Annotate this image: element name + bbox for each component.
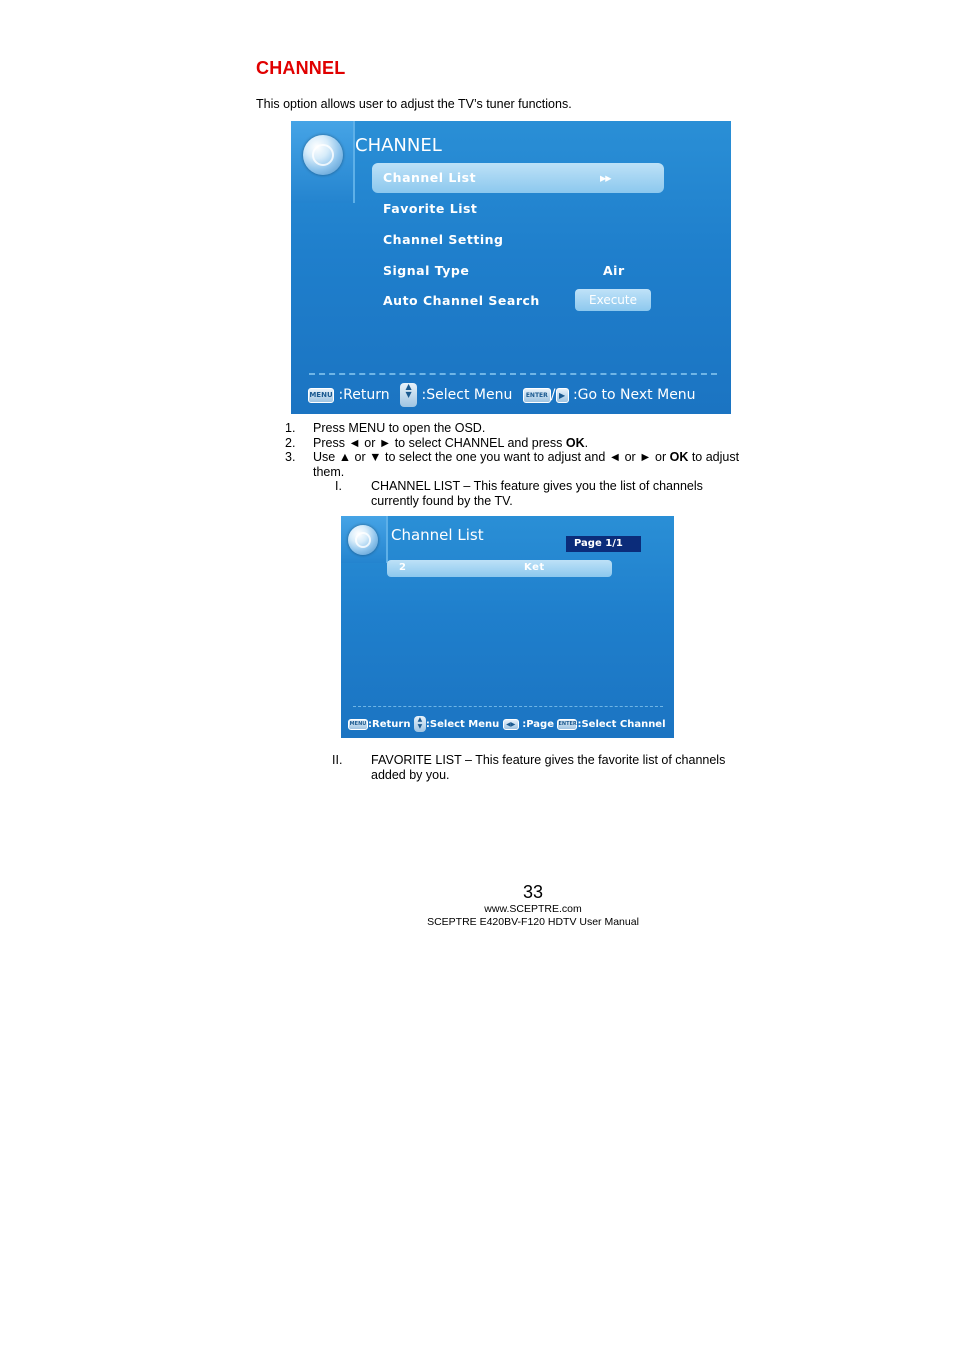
step-3-number: 3. — [285, 450, 296, 464]
manual-title: SCEPTRE E420BV-F120 HDTV User Manual — [427, 916, 639, 928]
channel-row-highlight[interactable] — [387, 560, 612, 577]
page-indicator: Page 1/1 — [566, 536, 641, 552]
footer-divider — [309, 373, 717, 375]
channel-list-screenshot — [341, 516, 674, 738]
step-3-text — [313, 450, 739, 465]
menu-key-icon: MENU — [308, 388, 334, 403]
step-2-text — [313, 436, 588, 451]
page-number: 33 — [522, 882, 544, 902]
panel-divider — [386, 516, 388, 563]
footer-divider — [353, 706, 663, 707]
enter-key-icon: ENTER — [557, 719, 577, 730]
sub-item-1-number: I. — [335, 479, 342, 493]
channel-list-footer — [348, 716, 666, 732]
osd-footer — [308, 383, 696, 407]
footer-go-next: :Go to Next Menu — [572, 387, 696, 403]
footer-page: :Page — [522, 719, 554, 730]
panel-divider — [353, 121, 355, 203]
up-down-key-icon: ▲ ▼ — [414, 716, 426, 732]
footer-select-menu: :Select Menu — [421, 387, 513, 403]
step-2-number: 2. — [285, 436, 296, 450]
sub-item-2-line1: FAVORITE LIST – This feature gives the favorite list of channels — [371, 753, 726, 767]
footer-return: :Return — [368, 719, 411, 730]
execute-button[interactable]: Execute — [575, 289, 651, 311]
website-link[interactable]: www.SCEPTRE.com — [484, 903, 582, 915]
left-right-key-icon: ◀▶ — [503, 719, 519, 730]
step-1-text: Press MENU to open the OSD. — [313, 421, 486, 435]
step-1 — [285, 421, 295, 436]
footer-return: :Return — [338, 387, 390, 403]
menu-item-channel-list[interactable]: Channel List — [383, 170, 477, 185]
step-number: 1. — [285, 421, 296, 435]
section-heading: CHANNEL — [256, 58, 346, 78]
sub-item-2-line2: added by you. — [371, 768, 450, 782]
sub-item-1-line1: CHANNEL LIST – This feature gives you the list of channels — [371, 479, 703, 493]
footer-select-channel: :Select Channel — [577, 719, 666, 730]
channel-row-number: 2 — [399, 562, 407, 573]
menu-item-auto-channel-search[interactable]: Auto Channel Search — [383, 293, 540, 308]
channel-list-title: Channel List — [391, 526, 484, 544]
enter-key-icon: ENTER — [523, 388, 551, 403]
step-3-pre: Use ▲ or ▼ to select the one you want to adjust and ◄ or ► or — [313, 450, 670, 464]
slash-separator: / — [550, 387, 556, 403]
menu-item-favorite-list[interactable]: Favorite List — [383, 201, 478, 216]
sub-item-2-number: II. — [332, 753, 343, 767]
menu-item-channel-setting[interactable]: Channel Setting — [383, 232, 504, 247]
footer-select-menu: :Select Menu — [425, 719, 500, 730]
step-3-line2: them. — [313, 465, 345, 479]
globe-icon — [303, 135, 343, 175]
signal-type-value: Air — [603, 263, 625, 278]
step-3-post: to adjust — [688, 450, 740, 464]
step-2-bold: OK — [565, 436, 585, 450]
osd-title: CHANNEL — [355, 135, 442, 156]
sub-item-1-line2: currently found by the TV. — [371, 494, 513, 508]
channel-row-name: Ket — [524, 562, 545, 573]
step-3-bold: OK — [669, 450, 689, 464]
step-2-pre: Press ◄ or ► to select CHANNEL and press — [313, 436, 566, 450]
right-key-icon: ▶ — [556, 388, 569, 403]
channel-menu-screenshot — [291, 121, 731, 414]
intro-text: This option allows user to adjust the TV’s tuner functions. — [256, 97, 572, 111]
menu-item-signal-type[interactable]: Signal Type — [383, 263, 470, 278]
submenu-arrows-icon: ▸▸ — [600, 170, 611, 185]
step-2-post: . — [584, 436, 589, 450]
menu-key-icon: MENU — [348, 719, 368, 730]
globe-icon — [348, 525, 378, 555]
up-down-key-icon: ▲ ▼ — [400, 383, 417, 407]
